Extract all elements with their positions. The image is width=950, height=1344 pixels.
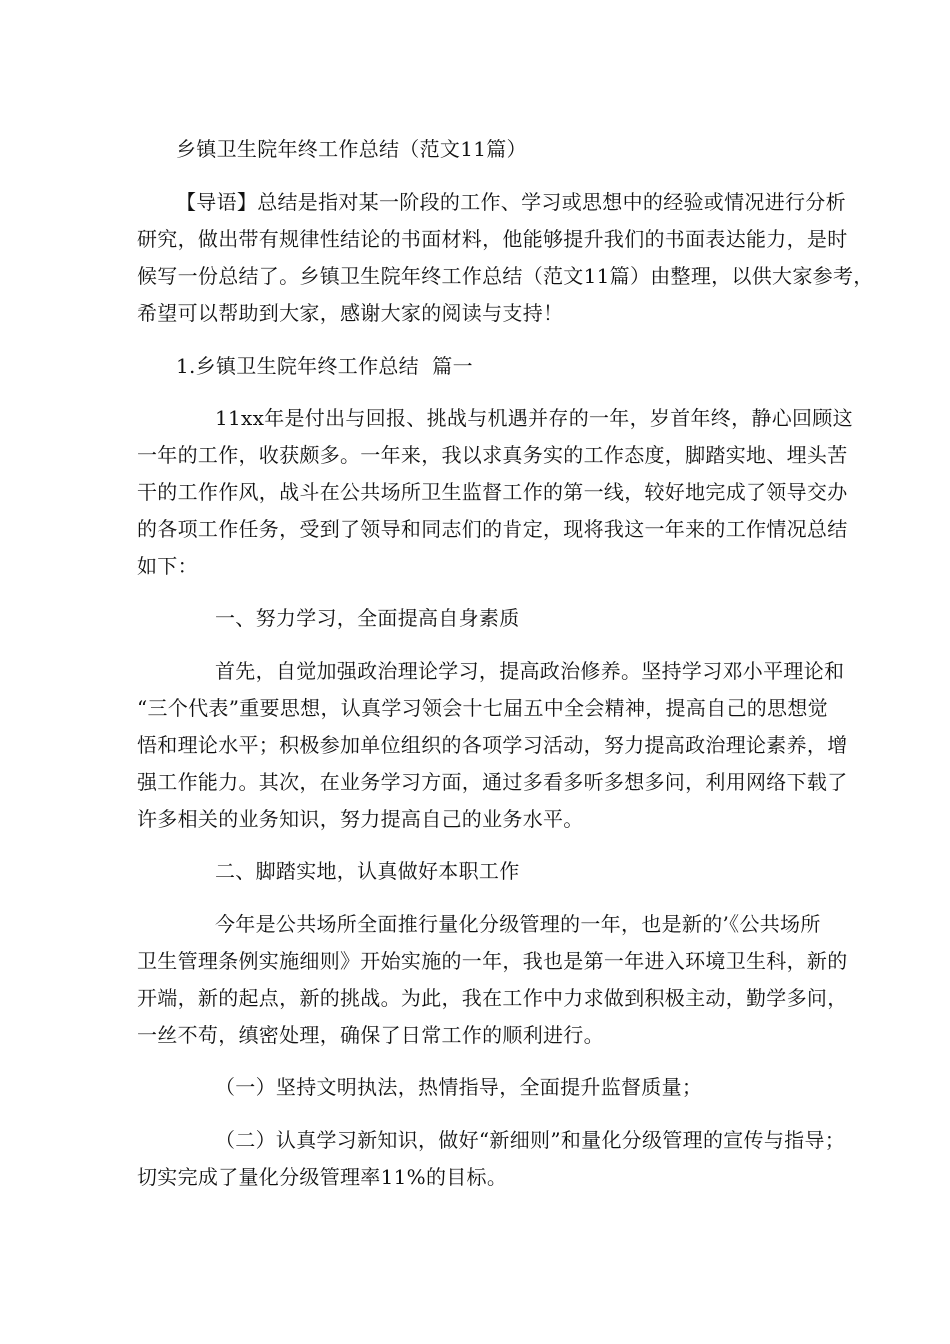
- intro-line: 希望可以帮助到大家，感谢大家的阅读与支持！: [137, 301, 564, 325]
- paragraph-line: 许多相关的业务知识，努力提高自己的业务水平。: [137, 807, 584, 831]
- paragraph-line: 一年的工作，收获颇多。一年来，我以求真务实的工作态度，脚踏实地、埋头苦: [137, 443, 848, 467]
- paragraph-line: 开端，新的起点，新的挑战。为此，我在工作中力求做到积极主动，勤学多问，: [137, 986, 848, 1010]
- paragraph-line: 11xx年是付出与回报、挑战与机遇并存的一年，岁首年终，静心回顾这: [215, 406, 853, 430]
- paragraph-line: 一丝不苟，缜密处理，确保了日常工作的顺利进行。: [137, 1023, 604, 1047]
- intro-line: 候写一份总结了。乡镇卫生院年终工作总结（范文11篇）由整理，以供大家参考，: [137, 264, 874, 288]
- paragraph-line: 的各项工作任务，受到了领导和同志们的肯定，现将我这一年来的工作情况总结: [137, 517, 848, 541]
- paragraph-line: 今年是公共场所全面推行量化分级管理的一年，也是新的’《公共场所: [215, 912, 821, 936]
- paragraph-line: 悟和理论水平；积极参加单位组织的各项学习活动，努力提高政治理论素养，增: [137, 733, 848, 757]
- paragraph-line: 卫生管理条例实施细则》开始实施的一年，我也是第一年进入环境卫生科，新的: [137, 949, 848, 973]
- document-title: 乡镇卫生院年终工作总结（范文11篇）: [176, 137, 527, 161]
- intro-line: 【导语】总结是指对某一阶段的工作、学习或思想中的经验或情况进行分析: [176, 190, 846, 214]
- paragraph-line: 如下：: [137, 554, 198, 578]
- paragraph-line: 干的工作作风，战斗在公共场所卫生监督工作的第一线，较好地完成了领导交办: [137, 480, 848, 504]
- subheading: 一、努力学习，全面提高自身素质: [215, 606, 520, 630]
- list-item-continuation: 切实完成了量化分级管理率11%的目标。: [137, 1165, 508, 1189]
- subheading: 二、脚踏实地，认真做好本职工作: [215, 859, 520, 883]
- section-heading: 1.乡镇卫生院年终工作总结 篇一: [176, 354, 473, 378]
- list-item: （二）认真学习新知识，做好“新细则”和量化分级管理的宣传与指导；: [215, 1128, 846, 1152]
- list-item: （一）坚持文明执法，热情指导，全面提升监督质量；: [215, 1075, 703, 1099]
- paragraph-line: “三个代表”重要思想，认真学习领会十七届五中全会精神，提高自己的思想觉: [137, 696, 828, 720]
- paragraph-line: 首先，自觉加强政治理论学习，提高政治修养。坚持学习邓小平理论和: [215, 659, 845, 683]
- intro-line: 研究，做出带有规律性结论的书面材料，他能够提升我们的书面表达能力，是时: [137, 227, 848, 251]
- paragraph-line: 强工作能力。其次，在业务学习方面，通过多看多听多想多问，利用网络下载了: [137, 770, 848, 794]
